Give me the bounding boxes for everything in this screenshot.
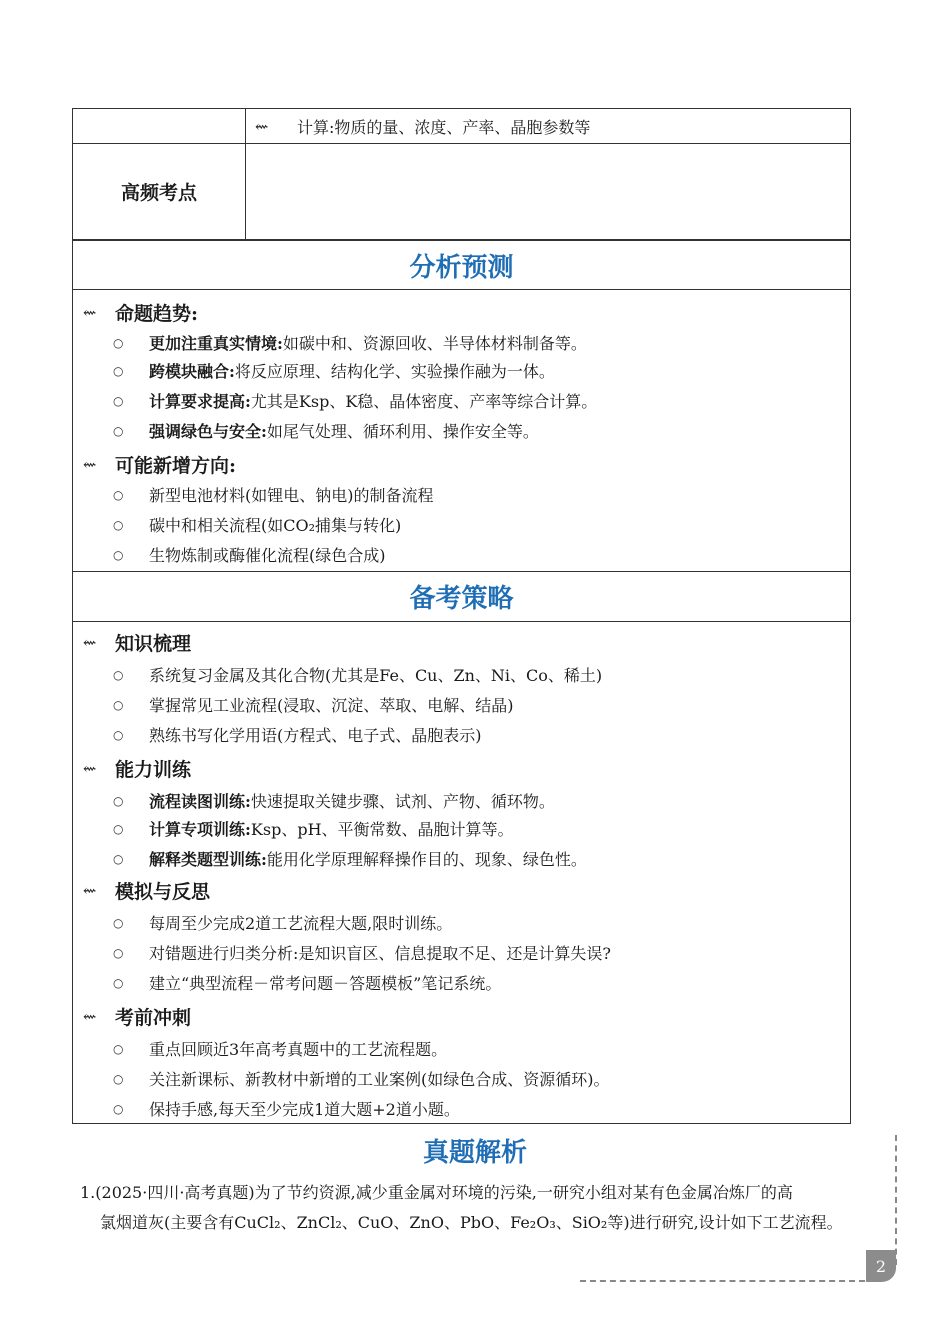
list-item: ○ 计算要求提高: 尤其是Ksp、K稳、晶体密度、产率等综合计算。: [113, 392, 598, 411]
question-line: 1.(2025·四川·高考真题)为了节约资源,减少重金属对环境的污染,一研究小组对某有色金属冶炼厂的高: [80, 1183, 793, 1202]
list-item: ○ 每周至少完成2道工艺流程大题,限时训练。: [113, 914, 453, 933]
harpoon-icon: ⇜: [83, 759, 97, 778]
group-title: ⇜ 知识梳理: [83, 633, 192, 655]
question-line: 氯烟道灰(主要含有CuCl₂、ZnCl₂、CuO、ZnO、PbO、Fe₂O₃、SiO₂等)进行研究,设计如下工艺流程。: [100, 1213, 843, 1232]
list-item: ○ 生物炼制或酶催化流程(绿色合成): [113, 546, 386, 565]
harpoon-icon: ⇜: [255, 117, 269, 136]
harpoon-icon: ⇜: [83, 303, 97, 322]
circle-bullet-icon: ○: [113, 793, 124, 808]
list-item: ○ 解释类题型训练: 能用化学原理解释操作目的、现象、绿色性。: [113, 850, 587, 869]
harpoon-icon: ⇜: [83, 455, 97, 474]
circle-bullet-icon: ○: [113, 975, 124, 990]
circle-bullet-icon: ○: [113, 1101, 124, 1116]
list-item: ○ 保持手感,每天至少完成1道大题+2道小题。: [113, 1100, 460, 1119]
list-item: ○ 重点回顾近3年高考真题中的工艺流程题。: [113, 1040, 448, 1059]
circle-bullet-icon: ○: [113, 915, 124, 930]
table-divider: [245, 109, 246, 239]
group-title: ⇜ 考前冲刺: [83, 1007, 192, 1029]
list-item: ○ 新型电池材料(如锂电、钠电)的制备流程: [113, 486, 434, 505]
list-item: ○ 建立“典型流程－常考问题－答题模板”笔记系统。: [113, 974, 502, 993]
circle-bullet-icon: ○: [113, 423, 124, 438]
list-item: ○ 计算专项训练: Ksp、pH、平衡常数、晶胞计算等。: [113, 820, 514, 839]
group-title: ⇜ 模拟与反思: [83, 881, 211, 903]
page-number: 2: [866, 1250, 896, 1282]
circle-bullet-icon: ○: [113, 393, 124, 408]
circle-bullet-icon: ○: [113, 821, 124, 836]
exam-title: 真题解析: [422, 1138, 527, 1168]
list-item: ○ 关注新课标、新教材中新增的工业案例(如绿色合成、资源循环)。: [113, 1070, 610, 1089]
circle-bullet-icon: ○: [113, 945, 124, 960]
circle-bullet-icon: ○: [113, 667, 124, 682]
list-item: ○ 掌握常见工业流程(浸取、沉淀、萃取、电解、结晶): [113, 696, 514, 715]
harpoon-icon: ⇜: [83, 881, 97, 900]
strategy-title: 备考策略: [73, 571, 850, 622]
circle-bullet-icon: ○: [113, 335, 124, 350]
group-title: ⇜ 能力训练: [83, 759, 192, 781]
top-table: [72, 108, 851, 240]
dashed-border: [895, 1135, 897, 1265]
list-item: ○ 碳中和相关流程(如CO₂捕集与转化): [113, 516, 402, 535]
calc-text: 计算:物质的量、浓度、产率、晶胞参数等: [297, 118, 591, 137]
circle-bullet-icon: ○: [113, 1041, 124, 1056]
harpoon-icon: ⇜: [83, 1007, 97, 1026]
circle-bullet-icon: ○: [113, 487, 124, 502]
list-item: ○ 流程读图训练: 快速提取关键步骤、试剂、产物、循环物。: [113, 792, 555, 811]
list-item: ○ 强调绿色与安全: 如尾气处理、循环利用、操作安全等。: [113, 422, 539, 441]
list-item: ○ 熟练书写化学用语(方程式、电子式、晶胞表示): [113, 726, 482, 745]
circle-bullet-icon: ○: [113, 697, 124, 712]
circle-bullet-icon: ○: [113, 517, 124, 532]
calc-row: [255, 115, 590, 138]
high-frequency-label: 高频考点: [120, 182, 197, 204]
list-item: ○ 更加注重真实情境: 如碳中和、资源回收、半导体材料制备等。: [113, 334, 587, 353]
list-item: ○ 跨模块融合: 将反应原理、结构化学、实验操作融为一体。: [113, 362, 555, 381]
circle-bullet-icon: ○: [113, 363, 124, 378]
circle-bullet-icon: ○: [113, 727, 124, 742]
dashed-border: [580, 1280, 865, 1282]
circle-bullet-icon: ○: [113, 1071, 124, 1086]
circle-bullet-icon: ○: [113, 851, 124, 866]
analysis-strategy-box: [72, 240, 851, 1124]
list-item: ○ 对错题进行归类分析:是知识盲区、信息提取不足、还是计算失误?: [113, 944, 611, 963]
analysis-title: 分析预测: [73, 241, 850, 290]
circle-bullet-icon: ○: [113, 547, 124, 562]
group-title: ⇜ 命题趋势:: [83, 303, 199, 325]
group-title: ⇜ 可能新增方向:: [83, 455, 237, 477]
list-item: ○ 系统复习金属及其化合物(尤其是Fe、Cu、Zn、Ni、Co、稀土): [113, 666, 603, 685]
harpoon-icon: ⇜: [83, 633, 97, 652]
